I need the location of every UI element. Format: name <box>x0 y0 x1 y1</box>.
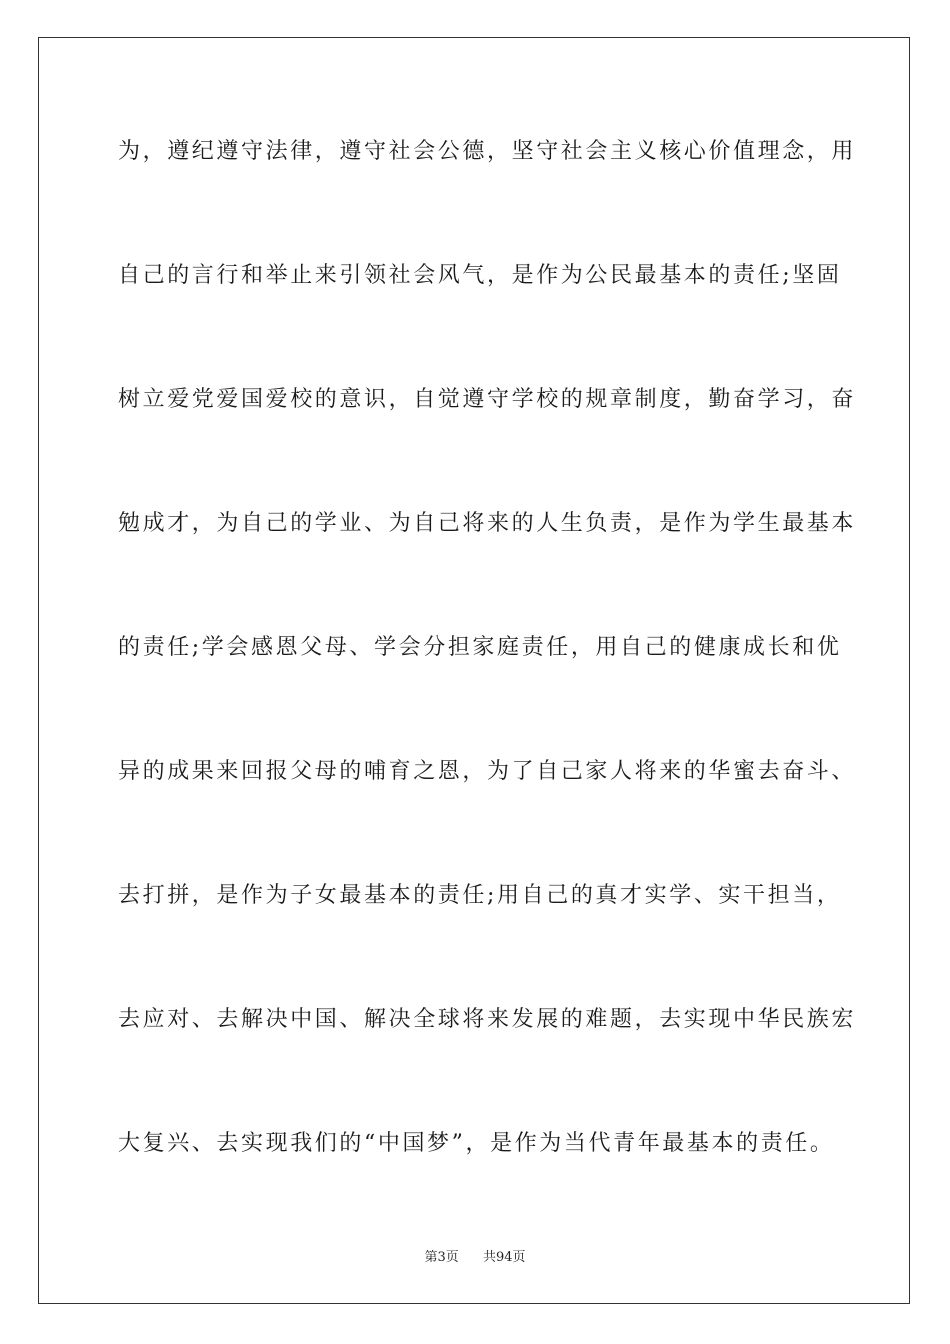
document-body <box>118 130 857 1246</box>
page-total: 共94页 <box>483 1250 526 1265</box>
text-line: 自己的言行和举止来引领社会风气，是作为公民最基本的责任;坚固 <box>118 263 842 288</box>
text-line: 的责任;学会感恩父母、学会分担家庭责任，用自己的健康成长和优 <box>118 635 842 660</box>
text-line: 去应对、去解决中国、解决全球将来发展的难题，去实现中华民族宏 <box>118 1007 857 1032</box>
text-line: 勉成才，为自己的学业、为自己将来的人生负责，是作为学生最基本 <box>118 511 857 536</box>
text-line: 去打拼，是作为子女最基本的责任;用自己的真才实学、实干担当， <box>118 883 842 908</box>
text-line: 树立爱党爱国爱校的意识，自觉遵守学校的规章制度，勤奋学习，奋 <box>118 387 857 412</box>
page-footer <box>0 1246 950 1265</box>
text-line: 为，遵纪遵守法律，遵守社会公德，坚守社会主义核心价值理念，用 <box>118 139 857 164</box>
text-line: 大复兴、去实现我们的“中国梦”，是作为当代青年最基本的责任。 <box>118 1131 835 1156</box>
text-line: 异的成果来回报父母的哺育之恩，为了自己家人将来的华蜜去奋斗、 <box>118 759 857 784</box>
page-number: 第3页 <box>424 1250 459 1265</box>
